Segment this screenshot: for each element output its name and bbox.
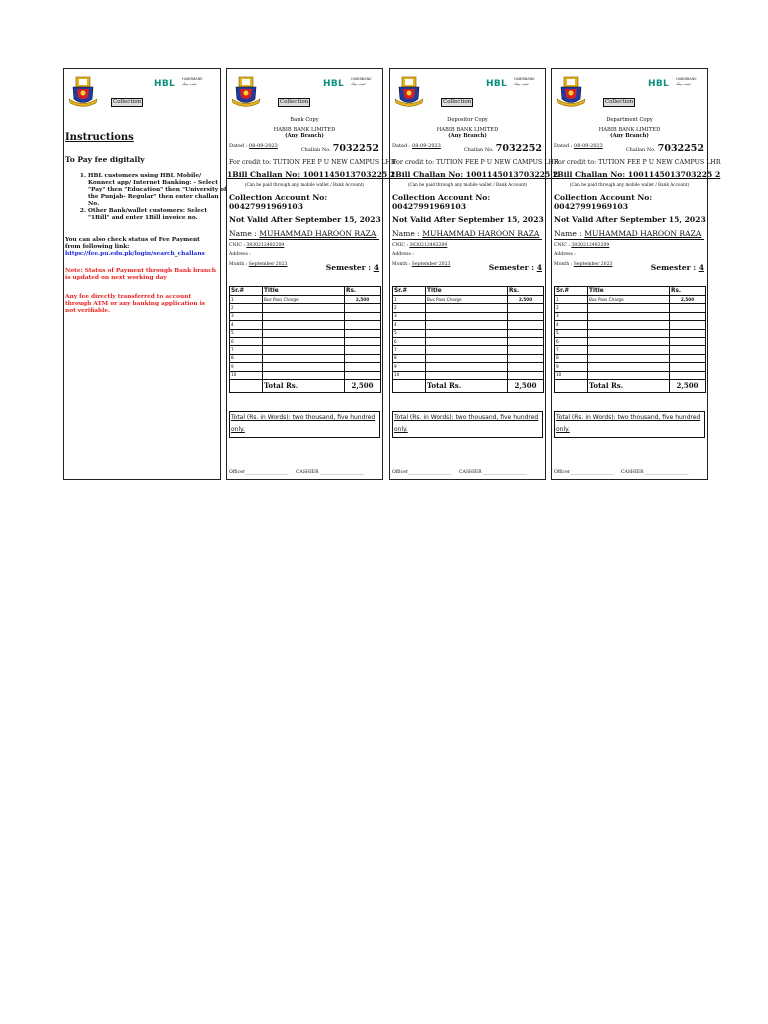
row-sr: 3 (230, 312, 263, 320)
student-name-value: MUHAMMAD HAROON RAZA (259, 229, 377, 238)
row-amount: 2,500 (670, 296, 706, 304)
bank-name: HABIB BANK LIMITED (Any Branch) (436, 127, 499, 139)
total-label: Total Rs. (426, 379, 508, 392)
row-amount (670, 354, 706, 362)
table-row (393, 312, 544, 320)
row-title (588, 337, 670, 345)
semester: Semester : 4 (488, 263, 542, 272)
copy-type: Depositor Copy (447, 117, 488, 123)
column-header: Title (263, 287, 345, 296)
bank-copy-panel (226, 68, 396, 480)
table-row (393, 371, 544, 379)
row-title (588, 363, 670, 371)
credit-to: For credit to: TUTION FEE P U NEW CAMPUS LHR (554, 159, 721, 166)
table-row (555, 321, 706, 329)
fee-table (554, 286, 706, 393)
cnic: CNIC : 3830212483209 (392, 243, 448, 248)
hbl-logo-text: HABIBBANK حبیب بینک (351, 77, 372, 86)
row-amount (508, 354, 544, 362)
row-amount (345, 371, 381, 379)
row-amount (670, 363, 706, 371)
university-crest-icon (230, 75, 262, 109)
total-row (393, 379, 544, 392)
row-amount (508, 337, 544, 345)
status-link[interactable]: https://fee.pu.edu.pk/login/search_challans (65, 251, 205, 257)
row-amount (345, 354, 381, 362)
validity-date: Not Valid After September 15, 2023 (392, 215, 544, 224)
copy-type: Bank Copy (290, 117, 319, 123)
row-sr: 8 (555, 354, 588, 362)
collection-tag: Collection (443, 99, 472, 105)
total-row (230, 379, 381, 392)
row-amount (508, 371, 544, 379)
row-sr: 2 (230, 304, 263, 312)
bank-name: HABIB BANK LIMITED (Any Branch) (598, 127, 661, 139)
row-title (426, 312, 508, 320)
dated-value: 08-09-2023 (412, 143, 441, 149)
row-amount (508, 346, 544, 354)
dated-value: 08-09-2023 (249, 143, 278, 149)
column-header: Rs. (670, 287, 706, 296)
instructions-subtitle: To Pay fee digitally (65, 155, 145, 164)
total-value: 2,500 (345, 379, 381, 392)
row-title (263, 329, 345, 337)
dated: Dated : 08-09-2023 (229, 143, 278, 149)
row-title: Bus Pass Charge (588, 296, 670, 304)
address: Address : (554, 252, 576, 257)
signature-line (392, 470, 527, 475)
address: Address : (229, 252, 251, 257)
table-row (230, 363, 381, 371)
table-row (393, 304, 544, 312)
row-title (588, 321, 670, 329)
collection-account-no: 00427991969103 (392, 202, 466, 211)
fee-table (392, 286, 544, 393)
table-row (555, 363, 706, 371)
row-amount: 2,500 (508, 296, 544, 304)
table-row (230, 371, 381, 379)
bank-name: HABIB BANK LIMITED (Any Branch) (273, 127, 336, 139)
collection-tag: Collection (113, 99, 142, 105)
row-sr: 3 (555, 312, 588, 320)
depositor-copy-panel (389, 68, 559, 480)
total-label: Total Rs. (263, 379, 345, 392)
row-sr: 9 (393, 363, 426, 371)
table-row (555, 354, 706, 362)
row-title (263, 346, 345, 354)
row-sr: 2 (393, 304, 426, 312)
university-crest-icon (555, 75, 587, 109)
fee-table (229, 286, 381, 393)
hbl-logo: HBL (486, 79, 508, 89)
row-title (426, 354, 508, 362)
table-row (230, 337, 381, 345)
month: Month : September 2023 (392, 262, 451, 267)
row-sr: 7 (393, 346, 426, 354)
dated: Dated : 08-09-2023 (392, 143, 441, 149)
onebill-challan-no: 1Bill Challan No: 1001145013703225 2 (390, 170, 559, 179)
hbl-logo: HBL (323, 79, 345, 89)
hbl-logo: HBL (154, 79, 176, 89)
row-title (426, 371, 508, 379)
instruction-step: 1. HBL customers using HBL Mobile/ Konnect app/ Internet Banking: - Select "Pay" then "Education" then "University of the Punjab- Regular" then enter challan No. (88, 173, 228, 208)
table-row (393, 337, 544, 345)
table-row (230, 354, 381, 362)
column-header: Sr.# (230, 287, 263, 296)
branch-status-note: Note: Status of Payment through Bank branch is updated on next working day (65, 268, 216, 281)
row-amount (508, 329, 544, 337)
collection-tag: Collection (605, 99, 634, 105)
challan-number: Challan No. 7032252 (463, 143, 542, 154)
total-label: Total Rs. (588, 379, 670, 392)
row-amount (670, 371, 706, 379)
university-crest-icon (67, 75, 99, 109)
row-sr: 1 (230, 296, 263, 304)
instructions-panel (63, 68, 227, 480)
row-sr: 6 (393, 337, 426, 345)
amount-in-words: Total (Rs. in Words): two thousand, five hundred only. (392, 411, 543, 438)
signature-line (554, 470, 689, 475)
row-amount (345, 337, 381, 345)
table-row (393, 363, 544, 371)
wallet-note: (Can be paid through any mobile wallet / Bank Account) (244, 182, 365, 187)
table-row (555, 312, 706, 320)
row-sr: 10 (555, 371, 588, 379)
wallet-note: (Can be paid through any mobile wallet / Bank Account) (569, 182, 690, 187)
hbl-logo-text: HABIBBANK حبیب بینک (676, 77, 697, 86)
table-row (555, 371, 706, 379)
collection-account: Collection Account No: 00427991969103 (554, 193, 653, 211)
collection-tag: Collection (280, 99, 309, 105)
table-row (393, 321, 544, 329)
row-sr: 7 (555, 346, 588, 354)
row-amount (345, 304, 381, 312)
student-name: Name : MUHAMMAD HAROON RAZA (229, 229, 379, 240)
instructions-steps (78, 173, 228, 222)
semester: Semester : 4 (650, 263, 704, 272)
row-sr: 1 (555, 296, 588, 304)
row-title (588, 312, 670, 320)
row-amount (345, 329, 381, 337)
row-sr: 4 (230, 321, 263, 329)
student-name-value: MUHAMMAD HAROON RAZA (584, 229, 702, 238)
hbl-logo-text: HABIBBANK حبیب بینک (514, 77, 535, 86)
row-title (263, 363, 345, 371)
officer-signature: Officer___________________ (229, 470, 289, 475)
challan-number-value: 7032252 (495, 143, 542, 154)
column-header: Sr.# (393, 287, 426, 296)
student-name-value: MUHAMMAD HAROON RAZA (422, 229, 540, 238)
row-title (263, 304, 345, 312)
collection-account: Collection Account No: 00427991969103 (229, 193, 328, 211)
row-title (263, 337, 345, 345)
row-sr: 8 (230, 354, 263, 362)
challan-number: Challan No. 7032252 (300, 143, 379, 154)
table-row (393, 296, 544, 304)
row-amount (508, 321, 544, 329)
hbl-logo-text: HABIBBANK حبیب بینک (182, 77, 203, 86)
row-title (588, 304, 670, 312)
challan-number-value: 7032252 (332, 143, 379, 154)
table-row (230, 304, 381, 312)
cashier-signature: CASHIER ___________________ (620, 470, 689, 475)
column-header: Rs. (508, 287, 544, 296)
column-header: Sr.# (555, 287, 588, 296)
row-amount (508, 304, 544, 312)
row-title (426, 304, 508, 312)
row-amount: 2,500 (345, 296, 381, 304)
semester: Semester : 4 (325, 263, 379, 272)
signature-line (229, 470, 364, 475)
row-title (263, 371, 345, 379)
table-row (230, 346, 381, 354)
column-header: Title (588, 287, 670, 296)
row-amount (508, 363, 544, 371)
row-title: Bus Pass Charge (426, 296, 508, 304)
row-title (588, 371, 670, 379)
row-title (588, 346, 670, 354)
total-row (555, 379, 706, 392)
university-crest-icon (393, 75, 425, 109)
row-title (426, 363, 508, 371)
table-row (393, 346, 544, 354)
onebill-challan-no: 1Bill Challan No: 1001145013703225 2 (552, 170, 721, 179)
credit-to: For credit to: TUTION FEE P U NEW CAMPUS LHR (392, 159, 559, 166)
table-row (393, 354, 544, 362)
row-sr: 10 (393, 371, 426, 379)
row-title (263, 354, 345, 362)
officer-signature: Officer___________________ (554, 470, 614, 475)
row-title (426, 329, 508, 337)
row-amount (670, 346, 706, 354)
cnic: CNIC : 3830212483209 (229, 243, 285, 248)
credit-to: For credit to: TUTION FEE P U NEW CAMPUS LHR (229, 159, 396, 166)
row-sr: 9 (230, 363, 263, 371)
cashier-signature: CASHIER ___________________ (458, 470, 527, 475)
amount-in-words: Total (Rs. in Words): two thousand, five hundred only. (554, 411, 705, 438)
row-amount (670, 312, 706, 320)
month: Month : September 2023 (229, 262, 288, 267)
row-title (263, 312, 345, 320)
row-sr: 8 (393, 354, 426, 362)
row-amount (508, 312, 544, 320)
table-row (230, 321, 381, 329)
row-title: Bus Pass Charge (263, 296, 345, 304)
amount-in-words: Total (Rs. in Words): two thousand, five hundred only. (229, 411, 380, 438)
total-value: 2,500 (670, 379, 706, 392)
row-amount (345, 321, 381, 329)
row-title (588, 354, 670, 362)
table-row (230, 329, 381, 337)
row-sr: 5 (230, 329, 263, 337)
department-copy-panel (551, 68, 721, 480)
collection-account: Collection Account No: 00427991969103 (392, 193, 491, 211)
cnic: CNIC : 3830212483209 (554, 243, 610, 248)
row-amount (670, 329, 706, 337)
row-sr: 7 (230, 346, 263, 354)
row-sr: 3 (393, 312, 426, 320)
validity-date: Not Valid After September 15, 2023 (229, 215, 381, 224)
collection-account-no: 00427991969103 (229, 202, 303, 211)
copy-type: Department Copy (606, 117, 653, 123)
row-amount (345, 312, 381, 320)
row-sr: 6 (555, 337, 588, 345)
table-row (555, 296, 706, 304)
row-title (426, 337, 508, 345)
row-sr: 1 (393, 296, 426, 304)
row-sr: 4 (393, 321, 426, 329)
instruction-step: 2. Other Bank/wallet customers: Select "1Bill" and enter 1Bill invoice no. (88, 208, 228, 222)
row-title (426, 346, 508, 354)
row-title (588, 329, 670, 337)
hbl-logo: HBL (648, 79, 670, 89)
row-title (263, 321, 345, 329)
atm-transfer-note: Any fee directly transferred to account through ATM or any banking application is not verifiable. (65, 294, 206, 314)
table-row (555, 337, 706, 345)
row-sr: 10 (230, 371, 263, 379)
row-sr: 9 (555, 363, 588, 371)
table-row (555, 329, 706, 337)
collection-account-no: 00427991969103 (554, 202, 628, 211)
row-amount (345, 346, 381, 354)
month: Month : September 2023 (554, 262, 613, 267)
table-row (555, 346, 706, 354)
dated-value: 08-09-2023 (574, 143, 603, 149)
row-sr: 5 (555, 329, 588, 337)
dated: Dated : 08-09-2023 (554, 143, 603, 149)
onebill-challan-no: 1Bill Challan No: 1001145013703225 2 (227, 170, 396, 179)
row-title (426, 321, 508, 329)
challan-number-value: 7032252 (657, 143, 704, 154)
table-row (555, 304, 706, 312)
address: Address : (392, 252, 414, 257)
row-sr: 4 (555, 321, 588, 329)
table-row (393, 329, 544, 337)
student-name: Name : MUHAMMAD HAROON RAZA (392, 229, 542, 240)
table-row (230, 296, 381, 304)
validity-date: Not Valid After September 15, 2023 (554, 215, 706, 224)
officer-signature: Officer___________________ (392, 470, 452, 475)
row-sr: 6 (230, 337, 263, 345)
row-sr: 5 (393, 329, 426, 337)
row-sr: 2 (555, 304, 588, 312)
row-amount (670, 304, 706, 312)
column-header: Rs. (345, 287, 381, 296)
row-amount (670, 321, 706, 329)
cashier-signature: CASHIER ___________________ (295, 470, 364, 475)
column-header: Title (426, 287, 508, 296)
student-name: Name : MUHAMMAD HAROON RAZA (554, 229, 704, 240)
instructions-title: Instructions (65, 132, 134, 143)
status-check-text: You can also check status of Fee Payment from following link: https://fee.pu.edu.pk/login/search_challans (65, 237, 205, 257)
wallet-note: (Can be paid through any mobile wallet / Bank Account) (407, 182, 528, 187)
table-row (230, 312, 381, 320)
row-amount (345, 363, 381, 371)
row-amount (670, 337, 706, 345)
total-value: 2,500 (508, 379, 544, 392)
challan-number: Challan No. 7032252 (625, 143, 704, 154)
